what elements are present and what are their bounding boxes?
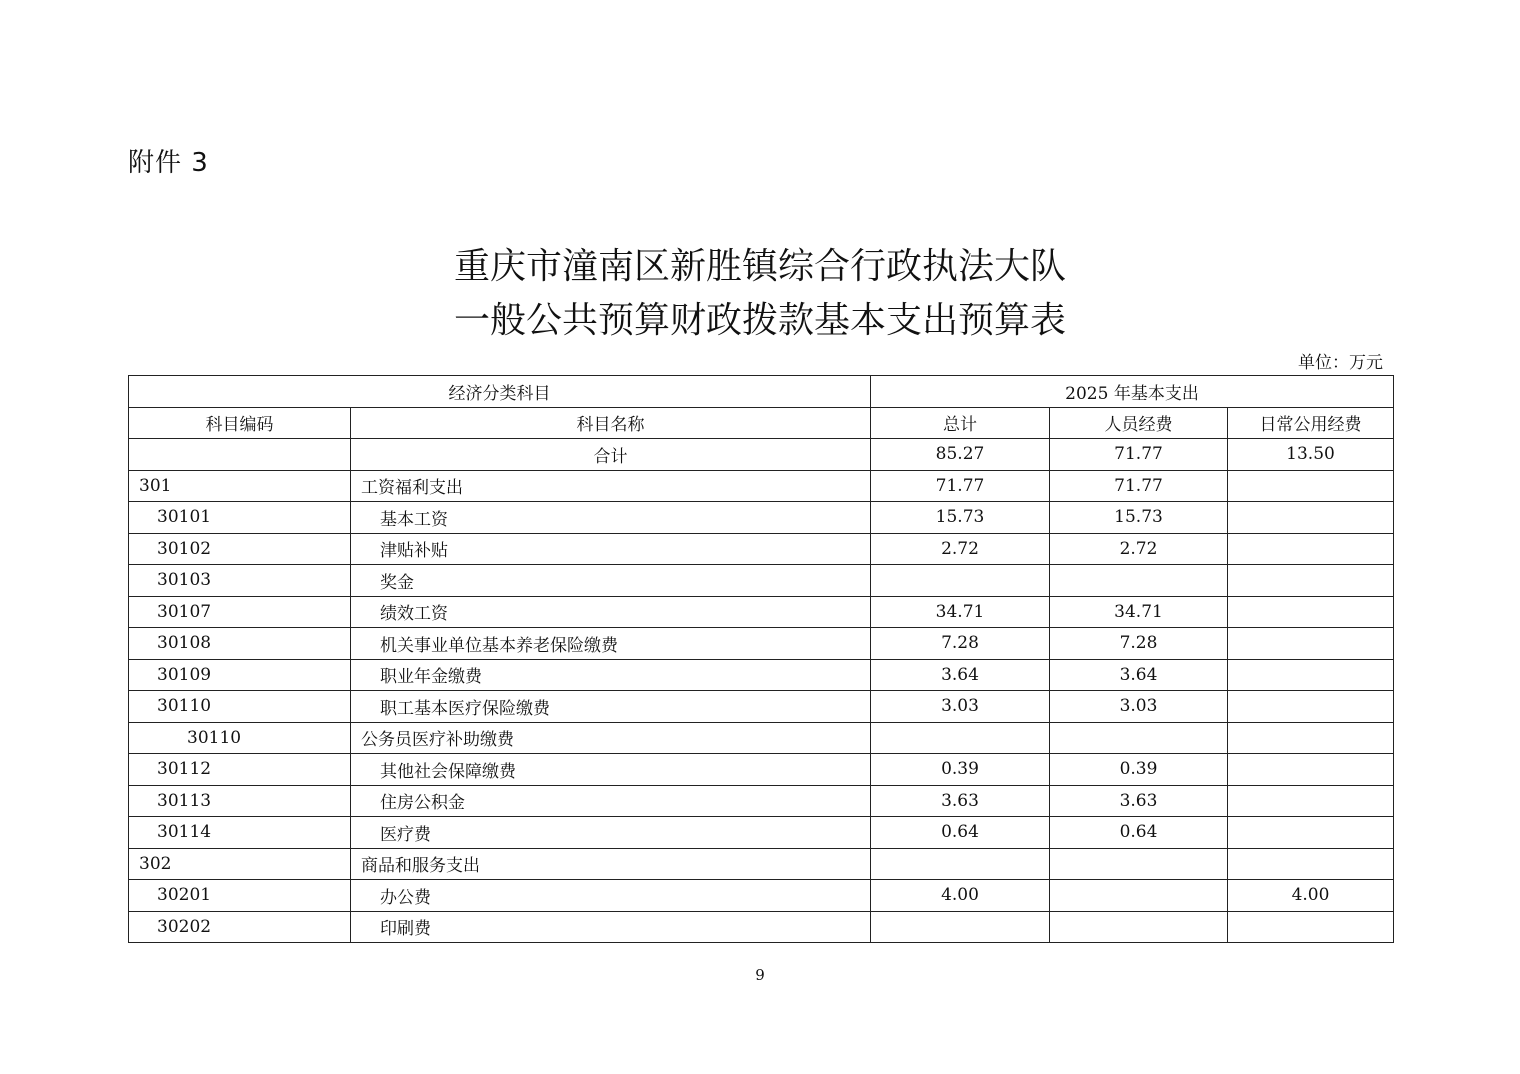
row-personnel: 71.77 [1050, 470, 1228, 502]
row-code: 30107 [129, 596, 351, 628]
row-public [1228, 628, 1394, 660]
row-total: 7.28 [871, 628, 1050, 660]
table-row [129, 880, 1394, 912]
row-personnel [1050, 911, 1228, 943]
column-header-row [129, 407, 1394, 439]
table-row [129, 596, 1394, 628]
table-row [129, 691, 1394, 723]
row-personnel: 34.71 [1050, 596, 1228, 628]
row-public [1228, 722, 1394, 754]
row-public [1228, 470, 1394, 502]
row-code: 30202 [129, 911, 351, 943]
table-row [129, 848, 1394, 880]
row-personnel [1050, 880, 1228, 912]
row-total [871, 848, 1050, 880]
row-total [871, 722, 1050, 754]
table-row [129, 502, 1394, 534]
row-public [1228, 848, 1394, 880]
column-header-code: 科目编码 [129, 407, 351, 439]
row-personnel: 0.39 [1050, 754, 1228, 786]
row-total: 71.77 [871, 470, 1050, 502]
row-code: 301 [129, 470, 351, 502]
row-personnel: 0.64 [1050, 817, 1228, 849]
total-personnel: 71.77 [1050, 439, 1228, 471]
title-line-2: 一般公共预算财政拨款基本支出预算表 [453, 300, 1066, 341]
row-total: 3.03 [871, 691, 1050, 723]
row-public [1228, 754, 1394, 786]
table-row [129, 722, 1394, 754]
row-code: 30109 [129, 659, 351, 691]
budget-table [128, 375, 1394, 943]
row-name: 公务员医疗补助缴费 [351, 722, 871, 754]
row-name: 医疗费 [351, 817, 871, 849]
row-name: 商品和服务支出 [351, 848, 871, 880]
row-name: 其他社会保障缴费 [351, 754, 871, 786]
row-personnel: 7.28 [1050, 628, 1228, 660]
attachment-label: 附件 3 [128, 148, 209, 178]
row-name: 机关事业单位基本养老保险缴费 [351, 628, 871, 660]
row-public [1228, 565, 1394, 597]
row-public [1228, 502, 1394, 534]
row-personnel [1050, 722, 1228, 754]
row-total [871, 565, 1050, 597]
row-personnel: 3.03 [1050, 691, 1228, 723]
row-name: 办公费 [351, 880, 871, 912]
row-total: 4.00 [871, 880, 1050, 912]
row-public: 4.00 [1228, 880, 1394, 912]
group-header-row [129, 376, 1394, 408]
row-name: 职业年金缴费 [351, 659, 871, 691]
table-row [129, 785, 1394, 817]
row-total: 34.71 [871, 596, 1050, 628]
row-name: 津贴补贴 [351, 533, 871, 565]
row-code: 30108 [129, 628, 351, 660]
row-total: 2.72 [871, 533, 1050, 565]
row-total: 3.63 [871, 785, 1050, 817]
row-total: 15.73 [871, 502, 1050, 534]
unit-label: 单位：万元 [1298, 353, 1383, 373]
table-row [129, 659, 1394, 691]
column-header-public: 日常公用经费 [1228, 407, 1394, 439]
total-code-cell [129, 439, 351, 471]
row-name: 基本工资 [351, 502, 871, 534]
row-code: 30113 [129, 785, 351, 817]
total-public: 13.50 [1228, 439, 1394, 471]
row-code: 302 [129, 848, 351, 880]
table-row [129, 817, 1394, 849]
row-code: 30110 [129, 691, 351, 723]
row-total [871, 911, 1050, 943]
total-sum: 85.27 [871, 439, 1050, 471]
row-personnel [1050, 848, 1228, 880]
group-header-basic-expenditure: 2025 年基本支出 [871, 376, 1394, 408]
row-personnel: 3.63 [1050, 785, 1228, 817]
column-header-total: 总计 [871, 407, 1050, 439]
table-row [129, 911, 1394, 943]
total-row [129, 439, 1394, 471]
page-number: 9 [755, 966, 765, 984]
row-total: 0.39 [871, 754, 1050, 786]
title-line-1: 重庆市潼南区新胜镇综合行政执法大队 [453, 246, 1066, 287]
row-personnel: 3.64 [1050, 659, 1228, 691]
row-public [1228, 659, 1394, 691]
table-row [129, 470, 1394, 502]
row-public [1228, 785, 1394, 817]
row-public [1228, 533, 1394, 565]
group-header-economic: 经济分类科目 [129, 376, 871, 408]
row-code: 30103 [129, 565, 351, 597]
table-row [129, 628, 1394, 660]
row-public [1228, 691, 1394, 723]
row-personnel [1050, 565, 1228, 597]
row-personnel: 15.73 [1050, 502, 1228, 534]
row-public [1228, 596, 1394, 628]
row-name: 奖金 [351, 565, 871, 597]
row-code: 30201 [129, 880, 351, 912]
row-total: 3.64 [871, 659, 1050, 691]
row-public [1228, 817, 1394, 849]
column-header-personnel: 人员经费 [1050, 407, 1228, 439]
row-public [1228, 911, 1394, 943]
row-name: 印刷费 [351, 911, 871, 943]
row-code: 30102 [129, 533, 351, 565]
row-name: 工资福利支出 [351, 470, 871, 502]
row-personnel: 2.72 [1050, 533, 1228, 565]
row-name: 职工基本医疗保险缴费 [351, 691, 871, 723]
table-row [129, 533, 1394, 565]
row-name: 绩效工资 [351, 596, 871, 628]
row-code: 30101 [129, 502, 351, 534]
document-title [0, 240, 1520, 348]
table-row [129, 754, 1394, 786]
row-code: 30110 [129, 722, 351, 754]
row-code: 30112 [129, 754, 351, 786]
row-code: 30114 [129, 817, 351, 849]
total-label: 合计 [351, 439, 871, 471]
row-total: 0.64 [871, 817, 1050, 849]
column-header-name: 科目名称 [351, 407, 871, 439]
table-row [129, 565, 1394, 597]
row-name: 住房公积金 [351, 785, 871, 817]
